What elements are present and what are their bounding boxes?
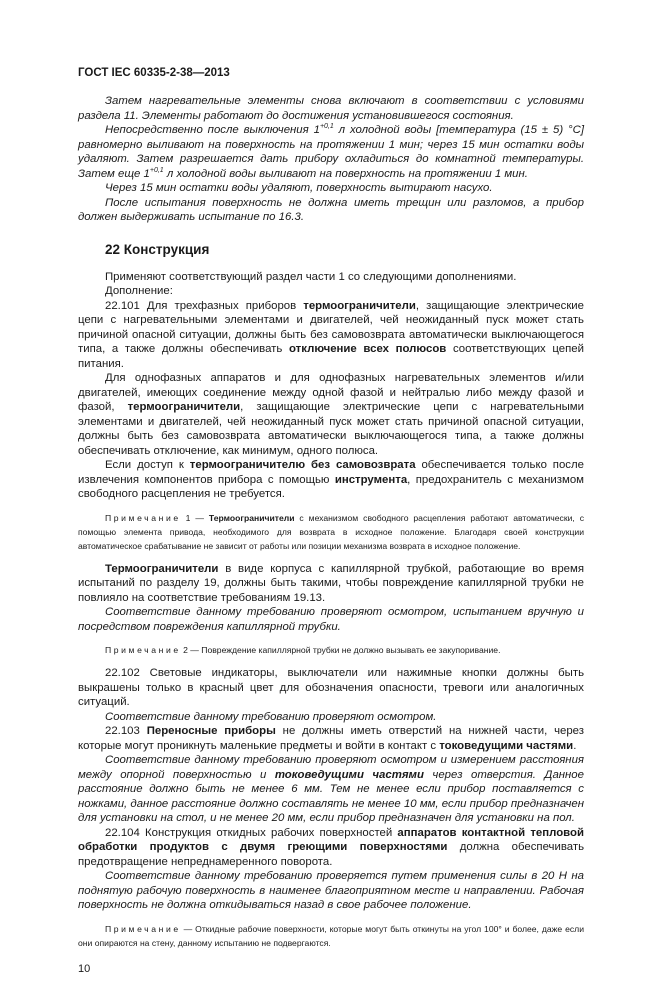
paragraph — [78, 458, 584, 502]
bold-term: токоведущими частями — [274, 768, 424, 781]
bold-term: инструмента — [334, 473, 408, 486]
note-paragraph — [78, 511, 584, 553]
text-run: 22.101 Для трехфазных приборов — [105, 299, 304, 312]
paragraph — [78, 869, 584, 913]
note-paragraph — [78, 643, 584, 657]
bold-term: Переносные приборы — [146, 725, 276, 737]
text-run: Применяют соответствующий раздел части 1 со следующими дополнениями. — [105, 270, 517, 283]
paragraph — [78, 196, 584, 225]
text-run: соответствующих цепей питания. — [78, 343, 584, 370]
bold-term: Термоограничители — [208, 512, 295, 523]
text-run: 2 — Повреждение капиллярной трубки не должно вызывать ее закупоривание. — [180, 645, 501, 655]
text-run: После испытания поверхность не должна иметь трещин или разломов, а прибор должен выдерживать испытание по 16.3. — [78, 196, 584, 223]
text-run: , предохранитель с механизмом свободного расцепления не требуется. — [78, 473, 584, 500]
bold-term: Термоограничители — [105, 562, 219, 575]
text-run: Если доступ к — [105, 459, 190, 471]
section-heading — [78, 242, 584, 258]
text-run: обеспечивается только после извлечения компонентов прибора с помощью — [78, 459, 584, 486]
text-run: Соответствие данному требованию проверяют осмотром, испытанием вручную и посредством повреждения капиллярной трубки. — [78, 606, 584, 633]
document-page — [78, 0, 584, 1006]
bold-term: термоограничителю без самовозврата — [189, 459, 416, 471]
paragraph — [78, 826, 584, 870]
bold-term: аппаратов контактной тепловой обработки продуктов с двумя греющими поверхностями — [78, 826, 584, 853]
superscript: +0,1 — [149, 166, 164, 174]
text-run: л холодной воды выливают на поверхность на протяжении 1 мин. — [163, 167, 528, 180]
text-run: , защищающие электрические цепи с нагревательными элементами и двигателей, чей неожиданный пуск может стать причиной опасной ситуации, должны быть без самовозврата автоматически выключающегося типа, а также должны обеспечивать отключение, как минимум, одного полюса. — [78, 401, 584, 457]
page-number: 10 — [78, 962, 91, 975]
text-run: Непосредственно после выключения 1 — [105, 124, 320, 136]
text-run: 22.104 Конструкция откидных рабочих поверхностей — [105, 826, 398, 839]
text-run: в виде корпуса с капиллярной трубкой, работающие во время испытаний по разделу 19, должны быть такими, чтобы повреждение капиллярной трубки не повлияло на соответствие требованиям 19.13. — [78, 562, 584, 604]
paragraph — [78, 666, 584, 710]
text-run: Для однофазных аппаратов и для однофазных нагревательных элементов и/или двигателей, имеющих соединение между одной фазой и нейтралью либо между фазой и фазой, — [78, 372, 584, 413]
text-run: Примечание — [105, 923, 181, 934]
text-run: Примечание — [105, 512, 181, 523]
bold-term: отключение всех полюсов — [288, 343, 447, 355]
text-run: 22.102 Световые индикаторы, выключатели или нажимные кнопки должны быть выкрашены только в красный цвет для обозначения опасности, тревоги или аналогичных ситуаций. — [78, 667, 584, 708]
text-run: — Откидные рабочие поверхности, которые могут быть откинуты на угол 100° и более, даже если они опираются на стену, данному испытанию не подвергаются. — [78, 923, 584, 948]
paragraph — [78, 299, 584, 372]
paragraph — [78, 753, 584, 826]
standard-header: ГОСТ IEC 60335-2-38—2013 — [78, 67, 230, 79]
paragraph — [78, 605, 584, 634]
text-run: с механизмом свободного расцепления работают автоматически, с помощью элемента привода, необходимого для возврата в исходное положение. Благодаря своей конструкции автоматическое срабатывание не зависит от работы или позиции механизма возврата в исходное положение. — [78, 512, 584, 551]
text-run: Примечание — [105, 645, 181, 655]
text-run: Соответствие данному требованию проверяют осмотром. — [105, 710, 437, 723]
text-run: 1 — — [180, 512, 209, 523]
text-run: не должны иметь отверстий на нижней части, через которые могут проникнуть маленькие предметы и войти в контакт с — [78, 725, 584, 752]
paragraph — [78, 270, 584, 285]
text-run: 22 Конструкция — [105, 241, 210, 257]
page-body — [78, 94, 584, 950]
bold-term: термоограничители — [127, 401, 241, 413]
paragraph — [78, 710, 584, 725]
paragraph — [78, 284, 584, 299]
paragraph — [78, 562, 584, 606]
text-run: Соответствие данному требованию проверяют осмотром и измерением расстояния между опорной поверхностью и — [78, 754, 584, 781]
paragraph — [78, 123, 584, 181]
paragraph — [78, 724, 584, 753]
text-run: Затем нагревательные элементы снова включают в соответствии с условиями раздела 11. Элементы работают до достижения установившегося состояния. — [78, 95, 584, 122]
text-run: через отверстия. Данное расстояние должно быть не менее 6 мм. Тем не менее если прибор поставляется с ножками, данное расстояние должно составлять не менее 10 мм, если прибор предназначен для установки на стол, и не менее 20 мм, если прибор предназначен для установки на пол. — [78, 768, 584, 824]
text-run: Дополнение: — [105, 285, 173, 297]
text-run: должна обеспечивать предотвращение непреднамеренного поворота. — [78, 841, 585, 868]
bold-term: термоограничители — [303, 299, 416, 312]
paragraph — [78, 94, 584, 123]
text-run: Через 15 мин остатки воды удаляют, поверхность вытирают насухо. — [105, 182, 493, 194]
bold-term: токоведущими частями — [439, 739, 574, 752]
superscript: +0,1 — [319, 123, 334, 131]
text-run: Соответствие данному требованию проверяется путем применения силы в 20 Н на поднятую рабочую поверхность в наименее благоприятном месте и направлении. Рабочая поверхность не должна откидываться назад в свое рабочее положение. — [78, 870, 584, 911]
paragraph — [78, 181, 584, 196]
text-run: л холодной воды [температура (15 ± 5) °C] равномерно выливают на поверхность на протяжении 1 мин; через 15 мин остатки воды удаляют. Затем разрешается дать прибору охладиться до комнатной температуры. Затем еще 1 — [78, 124, 584, 180]
text-run: 22.103 — [105, 725, 147, 737]
text-run: , защищающие электрические цепи с нагревательными элементами и двигателей, чей неожиданный пуск может стать причиной опасной ситуации, должны быть без самовозврата автоматически выключающегося типа, а также должны обеспечивать — [78, 299, 584, 355]
text-run: . — [573, 739, 577, 752]
paragraph — [78, 371, 584, 458]
